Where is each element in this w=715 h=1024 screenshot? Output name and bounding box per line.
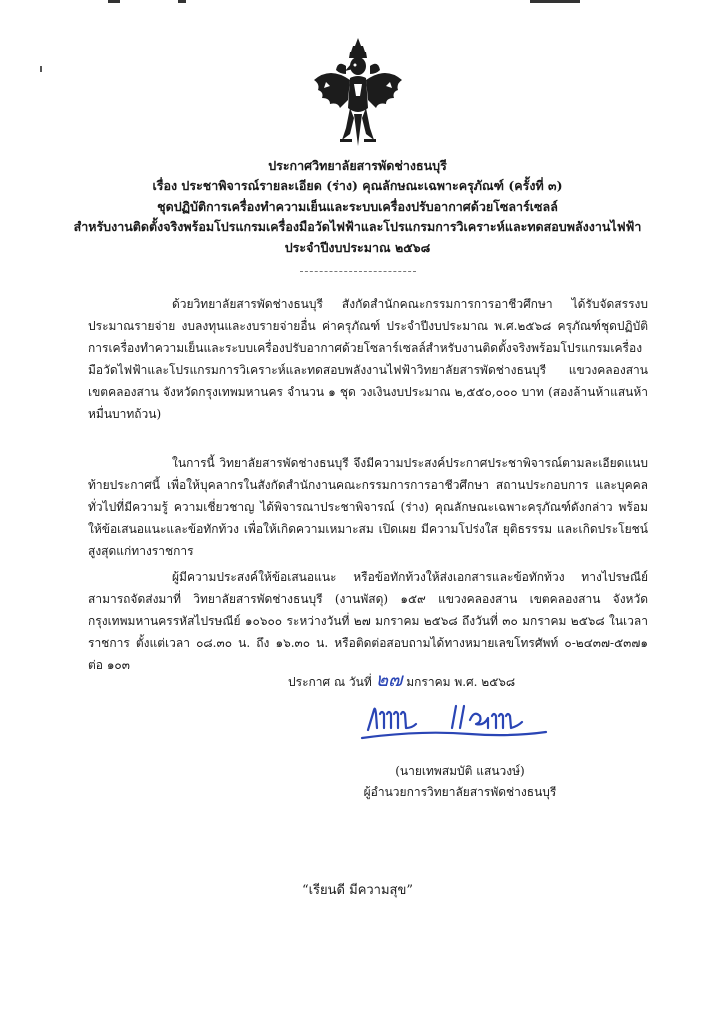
body-paragraph-3 bbox=[88, 566, 648, 676]
subject-detail-line: ชุดปฏิบัติการเครื่องทำความเย็นและระบบเครื่องปรับอากาศด้วยโซลาร์เซลล์ bbox=[157, 199, 558, 214]
signer-name: (นายเทพสมบัติ แสนวงษ์) bbox=[395, 764, 525, 778]
announcement-title: ประกาศวิทยาลัยสารพัดช่างธนบุรี bbox=[268, 158, 447, 173]
body-paragraph-2 bbox=[88, 452, 648, 562]
header-divider bbox=[300, 271, 416, 272]
scan-mark bbox=[108, 0, 120, 3]
body-paragraph-1 bbox=[88, 293, 648, 425]
subject-detail-line-2: สำหรับงานติดตั้งจริงพร้อมโปรแกรมเครื่องมือวัดไฟฟ้าและโปรแกรมการวิเคราะห์และทดสอบพลังงานไฟฟ้า bbox=[73, 219, 642, 234]
paragraph-text: ผู้มีความประสงค์ให้ข้อเสนอแนะ หรือข้อทักท้วงให้ส่งเอกสารและข้อทักท้วง ทางไปรษณีย์สามารถจัดส่งมาที่ วิทยาลัยสารพัดช่างธนบุรี (งานพัสดุ) ๑๕๙ แขวงคลองสาน เขตคลองสาน จังหวัดกรุงเทพมหานครรหัสไปรษณีย์ ๑๐๖๐๐ ระหว่างวันที่ ๒๗ มกราคม ๒๕๖๘ ถึงวันที่ ๓๐ มกราคม ๒๕๖๘ ในเวลาราชการ ตั้งแต่เวลา ๐๘.๓๐ น. ถึง ๑๖.๓๐ น. หรือติดต่อสอบถามได้ทางหมายเลขโทรศัพท์ ๐-๒๔๓๗-๕๓๗๑ ต่อ ๑๐๓ bbox=[88, 570, 648, 672]
subject-line: เรื่อง ประชาพิจารณ์รายละเอียด (ร่าง) คุณลักษณะเฉพาะครุภัณฑ์ (ครั้งที่ ๓) bbox=[152, 178, 563, 193]
announcement-date bbox=[288, 665, 515, 695]
motto: “เรียนดี มีความสุข” bbox=[301, 883, 414, 898]
margin-mark bbox=[40, 66, 42, 72]
fiscal-year-line: ประจำปีงบประมาณ ๒๕๖๘ bbox=[284, 240, 431, 255]
date-prefix: ประกาศ ณ วันที่ bbox=[288, 675, 372, 689]
handwritten-day: ๒๗ bbox=[375, 669, 403, 691]
date-month-year: มกราคม พ.ศ. ๒๕๖๘ bbox=[406, 675, 516, 689]
signer-title: ผู้อำนวยการวิทยาลัยสารพัดช่างธนบุรี bbox=[363, 785, 557, 799]
scan-mark bbox=[178, 0, 186, 3]
paragraph-text: ในการนี้ วิทยาลัยสารพัดช่างธนบุรี จึงมีความประสงค์ประกาศประชาพิจารณ์ตามละเอียดแนบท้ายประกาศนี้ เพื่อให้บุคลากรในสังกัดสำนักงานคณะกรรมการการอาชีวศึกษา สถานประกอบการ และบุคคลทั่วไปที่มีความรู้ ความเชี่ยวชาญ ได้พิจารณาประชาพิจารณ์ (ร่าง) คุณลักษณะเฉพาะครุภัณฑ์ดังกล่าว พร้อมให้ข้อเสนอแนะและข้อทักท้วง เพื่อให้เกิดความเหมาะสม เปิดเผย มีความโปร่งใส ยุติธรรรม และเกิดประโยชน์สูงสุดแก่ทางราชการ bbox=[88, 456, 648, 558]
garuda-emblem-icon bbox=[310, 36, 406, 148]
scan-mark bbox=[530, 0, 580, 3]
paragraph-text: ด้วยวิทยาลัยสารพัดช่างธนบุรี สังกัดสำนักคณะกรรมการการอาชีวศึกษา ได้รับจัดสรรงบประมาณรายจ่าย งบลงทุนและงบรายจ่ายอื่น ค่าครุภัณฑ์ ประจำปีงบประมาณ พ.ศ.๒๕๖๘ ครุภัณฑ์ชุดปฏิบัติการเครื่องทำความเย็นและระบบเครื่องปรับอากาศด้วยโซลาร์เซลล์สำหรับงานติดตั้งจริงพร้อมโปรแกรมเครื่องมือวัดไฟฟ้าและโปรแกรมการวิเคราะห์และทดสอบพลังงานไฟฟ้าวิทยาลัยสารพัดช่างธนบุรี แขวงคลองสานเขตคลองสาน จังหวัดกรุงเทพมหานคร จำนวน ๑ ชุด วงเงินงบประมาณ ๒,๕๕๐,๐๐๐ บาท (สองล้านห้าแสนห้าหมื่นบาทถ้วน) bbox=[88, 297, 648, 421]
signature-image bbox=[360, 700, 550, 748]
